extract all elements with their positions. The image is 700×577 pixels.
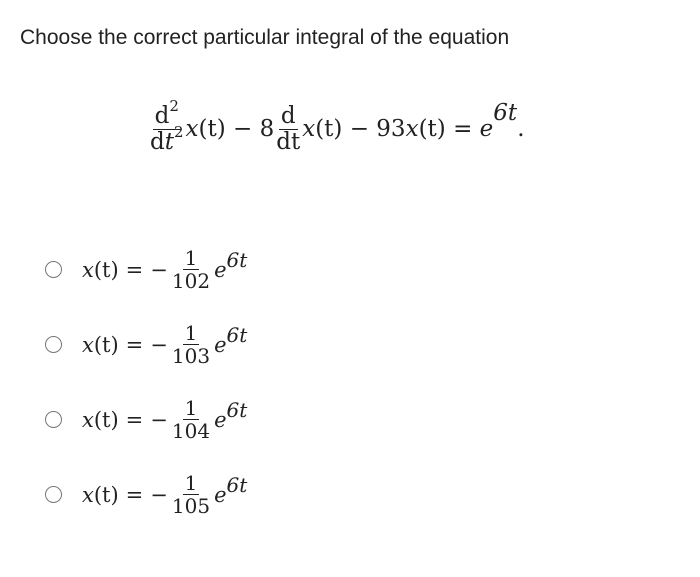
- option-lhs-x: x: [82, 482, 94, 507]
- answer-option-2[interactable]: [45, 322, 247, 367]
- t-argument-2: (t): [315, 115, 343, 142]
- differential-equation: [148, 97, 525, 156]
- rhs-exponential-base: e: [479, 115, 494, 142]
- option-numerator: 1: [184, 321, 198, 345]
- option-equals: =: [125, 482, 144, 507]
- question-text: Choose the correct particular integral of the equation: [20, 26, 510, 49]
- option-denominator: 102: [171, 269, 211, 293]
- option-4-expression: [82, 472, 247, 517]
- option-fraction: [170, 247, 212, 292]
- option-fraction: [170, 472, 212, 517]
- d2-numerator-exponent: 2: [169, 97, 179, 115]
- option-exponent: 6t: [226, 247, 248, 272]
- t-argument-3: (t): [418, 115, 446, 142]
- option-1-expression: [82, 247, 247, 292]
- radio-button-option-4[interactable]: [45, 486, 62, 503]
- answer-option-1[interactable]: [45, 247, 247, 292]
- d1-denominator: dt: [276, 129, 301, 156]
- answer-option-3[interactable]: [45, 397, 247, 442]
- option-lhs-arg: (t): [93, 407, 119, 432]
- option-exp-base: e: [214, 407, 227, 432]
- option-equals: =: [125, 332, 144, 357]
- option-numerator: 1: [184, 396, 198, 420]
- equals-sign: =: [453, 115, 473, 142]
- option-equals: =: [125, 257, 144, 282]
- option-lhs-x: x: [82, 332, 94, 357]
- d2-denominator-exponent: 2: [173, 123, 184, 142]
- x-symbol-1: x: [185, 115, 199, 142]
- option-lhs-x: x: [82, 407, 94, 432]
- minus-8-coefficient: − 8: [233, 115, 275, 142]
- answer-option-4[interactable]: [45, 472, 247, 517]
- option-equals: =: [125, 407, 144, 432]
- d2-numerator-d: d: [154, 103, 170, 129]
- option-lhs-arg: (t): [93, 257, 119, 282]
- x-symbol-3: x: [405, 115, 419, 142]
- option-exponent: 6t: [226, 322, 248, 347]
- option-sign: −: [150, 407, 168, 432]
- option-denominator: 103: [171, 344, 211, 368]
- option-sign: −: [150, 482, 168, 507]
- radio-button-option-1[interactable]: [45, 261, 62, 278]
- option-exponent: 6t: [226, 397, 248, 422]
- option-denominator: 104: [171, 419, 211, 443]
- radio-button-option-3[interactable]: [45, 411, 62, 428]
- option-fraction: [170, 322, 212, 367]
- option-sign: −: [150, 332, 168, 357]
- first-derivative-operator: [274, 104, 302, 156]
- d2-denominator-t: t: [164, 129, 174, 156]
- option-exponent: 6t: [226, 472, 248, 497]
- d1-numerator: d: [280, 103, 296, 129]
- option-exp-base: e: [214, 257, 227, 282]
- equation-period: .: [517, 115, 525, 142]
- option-lhs-arg: (t): [93, 332, 119, 357]
- option-numerator: 1: [184, 246, 198, 270]
- option-lhs-x: x: [82, 257, 94, 282]
- second-derivative-operator: [148, 97, 186, 156]
- option-2-expression: [82, 322, 247, 367]
- option-numerator: 1: [184, 471, 198, 495]
- radio-button-option-2[interactable]: [45, 336, 62, 353]
- option-sign: −: [150, 257, 168, 282]
- t-argument-1: (t): [198, 115, 226, 142]
- option-lhs-arg: (t): [93, 482, 119, 507]
- d2-denominator-d: d: [150, 129, 165, 156]
- option-fraction: [170, 397, 212, 442]
- option-exp-base: e: [214, 332, 227, 357]
- minus-93-coefficient: − 93: [349, 115, 406, 142]
- option-denominator: 105: [171, 494, 211, 518]
- x-symbol-2: x: [302, 115, 316, 142]
- option-3-expression: [82, 397, 247, 442]
- option-exp-base: e: [214, 482, 227, 507]
- rhs-exponent: 6t: [493, 99, 518, 126]
